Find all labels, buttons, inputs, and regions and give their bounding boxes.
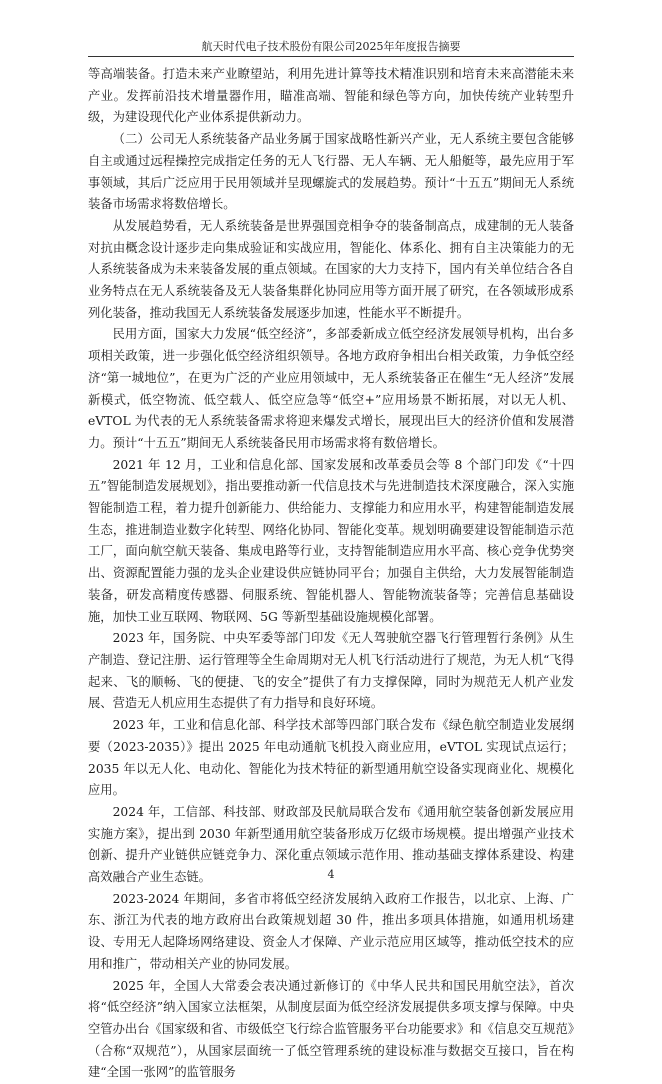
paragraph: 2023-2024 年期间，多省市将低空经济发展纳入政府工作报告，以北京、上海、广东、浙江为代表的地方政府出台政策规划超 30 件，推出多项具体措施，如通用机场建设、专用无人起降场网络建设、资金人才保障、产业示范应用区域等，推动低空技术的应用和推广，带动相关产业的协同发展。 xyxy=(88,891,574,971)
paragraph: 等高端装备。打造未来产业瞭望站，利用先进计算等技术精准识别和培育未来高潜能未来产业。发挥前沿技术增量器作用，瞄准高端、智能和绿色等方向，加快传统产业转型升级，为建设现代化产业体系提供新动力。 xyxy=(88,67,574,125)
paragraph: 2023 年，工业和信息化部、科学技术部等四部门联合发布《绿色航空制造业发展纲要（2023-2035）》提出 2025 年电动通航飞机投入商业应用，eVTOL 实现试点运行；2035 年以无人化、电动化、智能化为技术特征的新型通用航空设备实现商业化、规模化应用。 xyxy=(88,718,574,798)
paragraph: 2025 年，全国人大常委会表决通过新修订的《中华人民共和国民用航空法》，首次将“低空经济”纳入国家立法框架，从制度层面为低空经济发展提供多项支撑与保障。中央空管办出台《国家级和省、市级低空飞行综合监管服务平台功能要求》和《信息交互规范》（合称“双规范”），从国家层面统一了低空管理系统的建设标准与数据交互接口，旨在构建“全国一张网”的监管服务 xyxy=(88,978,574,1080)
paragraph: 2021 年 12 月，工业和信息化部、国家发展和改革委员会等 8 个部门印发《“十四五”智能制造发展规划》，指出要推动新一代信息技术与先进制造技术深度融合，深入实施智能制造工程，着力提升创新能力、供给能力、支撑能力和应用水平，构建智能制造发展生态，推进制造业数字化转型、网络化协同、智能化变革。规划明确要建设智能制造示范工厂，面向航空航天装备、集成电路等行业，支持智能制造应用水平高、核心竞争优势突出、资源配置能力强的龙头企业建设供应链协同平台；加强自主供给，大力发展智能制造装备，研发高精度传感器、伺服系统、智能机器人、智能物流装备等；完善信息基础设施，加快工业互联网、物联网、5G 等新型基础设施规模化部署。 xyxy=(88,457,574,624)
paragraph: 2024 年，工信部、科技部、财政部及民航局联合发布《通用航空装备创新发展应用实施方案》，提出到 2030 年新型通用航空装备形成万亿级市场规模。提出增强产业技术创新、提升产业链供应链竞争力、深化重点领域示范作用、推动基础支撑体系建设、构建高效融合产业生态链。 xyxy=(88,804,574,885)
page-number: 4 xyxy=(327,868,335,881)
paragraph: （二）公司无人系统装备产品业务属于国家战略性新兴产业，无人系统主要包含能够自主或通过远程操控完成指定任务的无人飞行器、无人车辆、无人船艇等，最先应用于军事领域，其后广泛应用于民用领域并呈现螺旋式的发展趋势。预计“十五五”期间无人系统装备市场需求将数倍增长。 xyxy=(88,132,574,212)
page-header: 航天时代电子技术股份有限公司2025年年度报告摘要 xyxy=(201,40,461,53)
header-rule xyxy=(88,56,574,57)
body-text xyxy=(88,64,574,1084)
paragraph: 2023 年，国务院、中央军委等部门印发《无人驾驶航空器飞行管理暂行条例》从生产制造、登记注册、运行管理等全生命周期对无人机飞行活动进行了规范，为无人机“飞得起来、飞的顺畅、飞的便捷、飞的安全”提供了有力支撑保障，同时为规范无人机产业发展、营造无人机应用生态提供了有力指导和良好环境。 xyxy=(88,631,574,711)
paragraph: 从发展趋势看，无人系统装备是世界强国竞相争夺的装备制高点，成建制的无人装备对抗由概念设计逐步走向集成验证和实战应用，智能化、体系化、拥有自主决策能力的无人系统装备成为未来装备发展的重点领域。在国家的大力支持下，国内有关单位结合各自业务特点在无人系统装备及无人装备集群化协同应用等方面开展了研究，在各领域形成系列化装备，推动我国无人系统装备发展逐步加速，性能水平不断提升。 xyxy=(88,218,574,320)
paragraph: 民用方面，国家大力发展“低空经济”，多部委新成立低空经济发展领导机构，出台多项相关政策，进一步强化低空经济组织领导。各地方政府争相出台相关政策，力争低空经济“第一城地位”，在更为广泛的产业应用领域中，无人系统装备正在催生“无人经济”发展新模式，低空物流、低空载人、低空应急等“低空+”应用场景不断拓展，对以无人机、eVTOL 为代表的无人系统装备需求将迎来爆发式增长，展现出巨大的经济价值和发展潜力。预计“十五五”期间无人系统装备民用市场需求将有数倍增长。 xyxy=(88,327,574,450)
